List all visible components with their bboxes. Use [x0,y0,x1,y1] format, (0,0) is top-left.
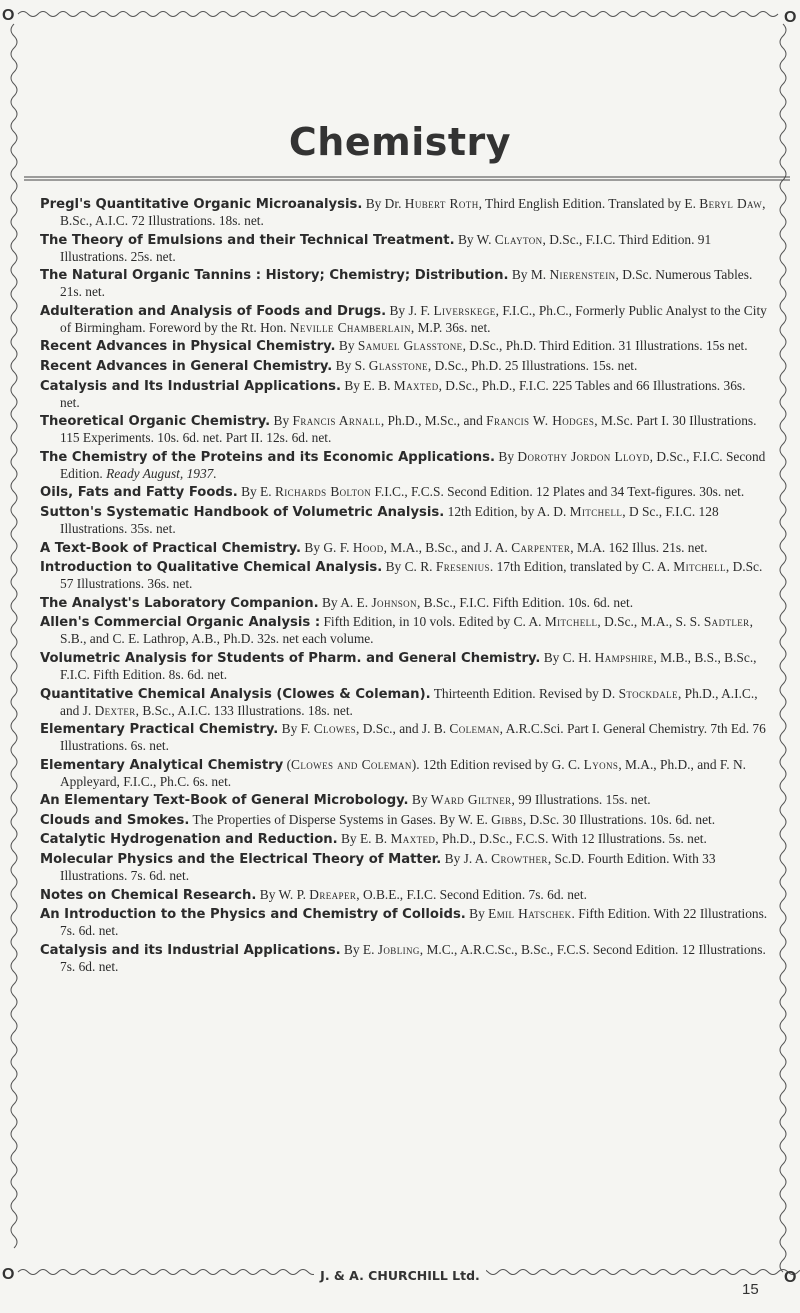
author-name: Crowther [491,851,548,867]
author-name: Dorothy Jordon Lloyd [517,448,650,464]
author-name: Samuel Glasstone [357,338,463,354]
entry-text: By G. F. [301,539,353,555]
book-title: Quantitative Chemical Analysis (Clowes & Coleman). [40,686,431,702]
book-title: Notes on Chemical Research. [40,887,257,903]
entry-text: , Ph.D., D.Sc., F.C.S. With 12 Illustrations. 5s. net. [435,831,707,847]
book-entry [40,378,768,411]
book-title: An Elementary Text-Book of General Microbology. [40,793,409,809]
author-name: Hampshire [594,649,654,665]
entry-text: By C. H. [540,649,595,665]
entry-text: , D.Sc., F.I.C. Third Edition. 91 Illustrations. 25s. net. [60,231,712,264]
corner-mark-top-left: O [2,7,15,24]
corner-mark-top-right: O [784,9,797,26]
book-title: Recent Advances in General Chemistry. [40,358,333,374]
book-entry [40,484,768,501]
book-title: The Natural Organic Tannins : History; Chemistry; Distribution. [40,268,509,284]
entry-text: By [465,906,489,922]
entry-text: Fifth Edition, in 10 vols. Edited by C. A. [320,614,545,630]
author-name: Liverskege [433,302,496,318]
entry-text: , D.Sc. Numerous Tables. 21s. net. [60,267,753,300]
entry-text: ). 12th Edition revised by G. C. [411,756,584,772]
entry-text: By [495,448,518,464]
book-title: Catalytic Hydrogenation and Reduction. [40,832,338,848]
entry-text: , D.Sc. 57 Illustrations. 36s. net. [60,559,763,592]
book-entry [40,449,768,482]
entry-text: , Third English Edition. Translated by E. [478,196,700,211]
book-title: Volumetric Analysis for Students of Pharm. and General Chemistry. [40,650,541,666]
entry-text: , M.B., B.S., B.Sc., F.I.C. Fifth Edition. 8s. 6d. net. [60,649,757,682]
page-title: Chemistry [288,120,512,164]
entry-text: By Dr. [362,196,405,211]
author-name: Fresenius [435,559,490,575]
corner-mark-bottom-right: O [784,1269,797,1286]
entry-text: By [335,338,358,354]
entry-text: , D.Sc., M.A., S. S. [597,614,704,630]
book-title: Sutton's Systematic Handbook of Volumetric Analysis. [40,504,445,520]
book-entry [40,614,768,647]
author-name: Glasstone [368,357,428,373]
author-name: Francis W. Hodges [486,413,595,429]
book-entry [40,267,768,300]
author-name: Mitchell [569,503,623,519]
book-title: Recent Advances in Physical Chemistry. [40,339,336,355]
entry-text: . 17th Edition, translated by C. A. [489,559,674,575]
right-wavy-border [780,24,786,1272]
book-title: Adulteration and Analysis of Foods and Drugs. [40,303,387,319]
author-name: Carpenter [511,539,571,555]
entry-text: , F.I.C., Ph.C., Formerly Public Analyst to the City of Birmingham. Foreword by the Rt. Hon. [60,302,767,335]
entry-text: , D.Sc., Ph.D. Third Edition. 31 Illustrations. 15s net. [462,338,748,354]
book-title: Introduction to Qualitative Chemical Analysis. [40,560,383,576]
entry-text: By E. [237,484,275,500]
entry-text: , S.B., and C. E. Lathrop, A.B., Ph.D. 32s. net each volume. [60,614,753,647]
book-entry [40,686,768,719]
entry-text: . Fifth Edition. With 22 Illustrations. 7s. 6d. net. [60,906,768,939]
entry-text: , D Sc., F.I.C. 128 Illustrations. 35s. net. [60,503,719,536]
entry-text: By W. [454,231,495,247]
book-title: Clouds and Smokes. [40,812,190,828]
corner-mark-bottom-left: O [2,1266,15,1283]
author-name: Richards Bolton [274,484,372,500]
entry-text: By [270,413,293,429]
book-entry [40,851,768,884]
entry-text: F.I.C., F.C.S. Second Edition. 12 Plates and 34 Text-figures. 30s. net. [371,484,745,500]
author-name: Clowes and Coleman [291,756,412,772]
entry-text: , A.R.C.Sci. Part I. General Chemistry. 7th Ed. 76 Illustrations. 6s. net. [60,721,766,754]
left-wavy-border [11,24,17,1248]
entry-text: By E. [340,941,378,957]
entry-text: By E. B. [340,377,394,393]
author-name: Clowes [313,721,357,737]
page-number: 15 [742,1281,759,1298]
book-list [40,196,768,977]
entry-text: By F. [278,721,314,737]
entry-text: By [408,792,431,808]
author-name: Dreaper [309,886,357,902]
entry-text: , M.A., B.Sc., and J. A. [383,539,512,555]
entry-text: By M. [508,267,550,283]
book-title: Catalysis and Its Industrial Applications. [40,378,341,394]
entry-text: By C. R. [382,559,436,575]
entry-text: , B.Sc., A.I.C. 72 Illustrations. 18s. net. [60,196,766,228]
author-name: Francis Arnall [292,413,381,429]
entry-text: By W. P. [256,886,310,902]
entry-text: , B.Sc., A.I.C. 133 Illustrations. 18s. net. [135,702,353,718]
entry-text: By J. A. [441,851,492,867]
author-name: Sadtler [703,614,750,630]
book-title: Elementary Practical Chemistry. [40,722,279,738]
book-entry [40,721,768,754]
book-entry [40,942,768,975]
book-entry [40,650,768,683]
book-entry [40,559,768,592]
author-name: Mitchell [673,559,726,575]
book-title: Pregl's Quantitative Organic Microanalysis. [40,197,363,212]
author-name: Hood [352,539,384,555]
entry-text: , M.A., Ph.D., and F. N. Appleyard, F.I.C., Ph.C. 6s. net. [60,756,746,789]
author-name: Beryl Daw [699,196,763,211]
author-name: Lyons [583,756,619,772]
entry-text: ( [283,756,292,772]
author-name: Nierenstein [549,267,616,283]
book-entry [40,338,768,355]
entry-text: , Ph.D., M.Sc., and [380,413,487,429]
author-name: Ward Giltner [430,792,512,808]
entry-text: , M.A. 162 Illus. 21s. net. [570,539,708,555]
book-title: The Theory of Emulsions and their Technical Treatment. [40,232,455,248]
author-name: Clayton [494,231,543,247]
book-title: Molecular Physics and the Electrical Theory of Matter. [40,852,442,868]
book-title: Oils, Fats and Fatty Foods. [40,485,238,501]
entry-text: , D.Sc. 30 Illustrations. 10s. 6d. net. [522,811,716,827]
book-entry [40,232,768,265]
book-entry [40,757,768,790]
book-entry [40,196,768,229]
book-title: Allen's Commercial Organic Analysis : [40,615,321,631]
entry-text: , B.Sc., F.I.C. Fifth Edition. 10s. 6d. net. [416,594,634,610]
author-name: Hubert Roth [404,196,479,211]
book-entry [40,358,768,375]
entry-text: By A. E. [318,594,372,610]
author-name: Neville Chamberlain [289,319,411,335]
entry-text: By J. F. [386,302,434,318]
book-entry [40,831,768,848]
entry-text: The Properties of Disperse Systems in Gases. By W. E. [189,811,492,827]
entry-text: , M.P. 36s. net. [410,319,491,335]
entry-text: , 99 Illustrations. 15s. net. [511,792,651,808]
book-entry [40,792,768,809]
author-name: Coleman [449,721,500,737]
book-title: An Introduction to the Physics and Chemistry of Colloids. [40,907,466,923]
book-title: Catalysis and its Industrial Applications. [40,942,341,958]
top-wavy-border [18,12,778,17]
book-entry [40,413,768,446]
book-title: Theoretical Organic Chemistry. [40,414,271,430]
author-name: Jobling [377,941,420,957]
book-title: The Chemistry of the Proteins and its Economic Applications. [40,449,496,465]
author-name: Maxted [390,831,436,847]
book-entry [40,303,768,336]
entry-text: , D.Sc., F.I.C. Second Edition. [60,448,766,481]
entry-text: , O.B.E., F.I.C. Second Edition. 7s. 6d. net. [356,886,587,902]
publisher-footer [0,1268,800,1283]
book-entry [40,504,768,537]
author-name: Maxted [393,377,439,393]
entry-text: , M.C., A.R.C.Sc., B.Sc., F.C.S. Second Edition. 12 Illustrations. 7s. 6d. net. [60,941,766,974]
author-name: Ready August, 1937. [106,465,217,481]
entry-text: , D.Sc., and J. B. [356,721,450,737]
entry-text: By E. B. [337,831,391,847]
book-entry [40,887,768,904]
book-title: Elementary Analytical Chemistry [40,757,284,773]
author-name: Stockdale [618,685,678,701]
entry-text: , Ph.D., A.I.C., and J. [60,685,758,718]
author-name: Dexter [94,702,136,718]
book-entry [40,595,768,612]
entry-text: Thirteenth Edition. Revised by D. [430,685,619,701]
book-title: A Text-Book of Practical Chemistry. [40,540,302,556]
book-entry [40,812,768,829]
author-name: Emil Hatschek [488,906,572,922]
author-name: Mitchell [544,614,598,630]
entry-text: 12th Edition, by A. D. [444,503,570,519]
entry-text: By S. [332,357,369,373]
author-name: Gibbs [491,811,523,827]
entry-text: , M.Sc. Part I. 30 Illustrations. 115 Experiments. 10s. 6d. net. Part II. 12s. 6d. net. [60,413,757,446]
book-entry [40,906,768,939]
book-entry [40,540,768,557]
book-title: The Analyst's Laboratory Companion. [40,595,319,611]
entry-text: , D.Sc., Ph.D., F.I.C. 225 Tables and 66 Illustrations. 36s. net. [60,377,746,410]
entry-text: , Sc.D. Fourth Edition. With 33 Illustrations. 7s. 6d. net. [60,851,716,884]
entry-text: , D.Sc., Ph.D. 25 Illustrations. 15s. net. [427,357,638,373]
publisher-name: J. & A. CHURCHILL Ltd. [314,1268,486,1283]
author-name: Johnson [371,594,417,610]
